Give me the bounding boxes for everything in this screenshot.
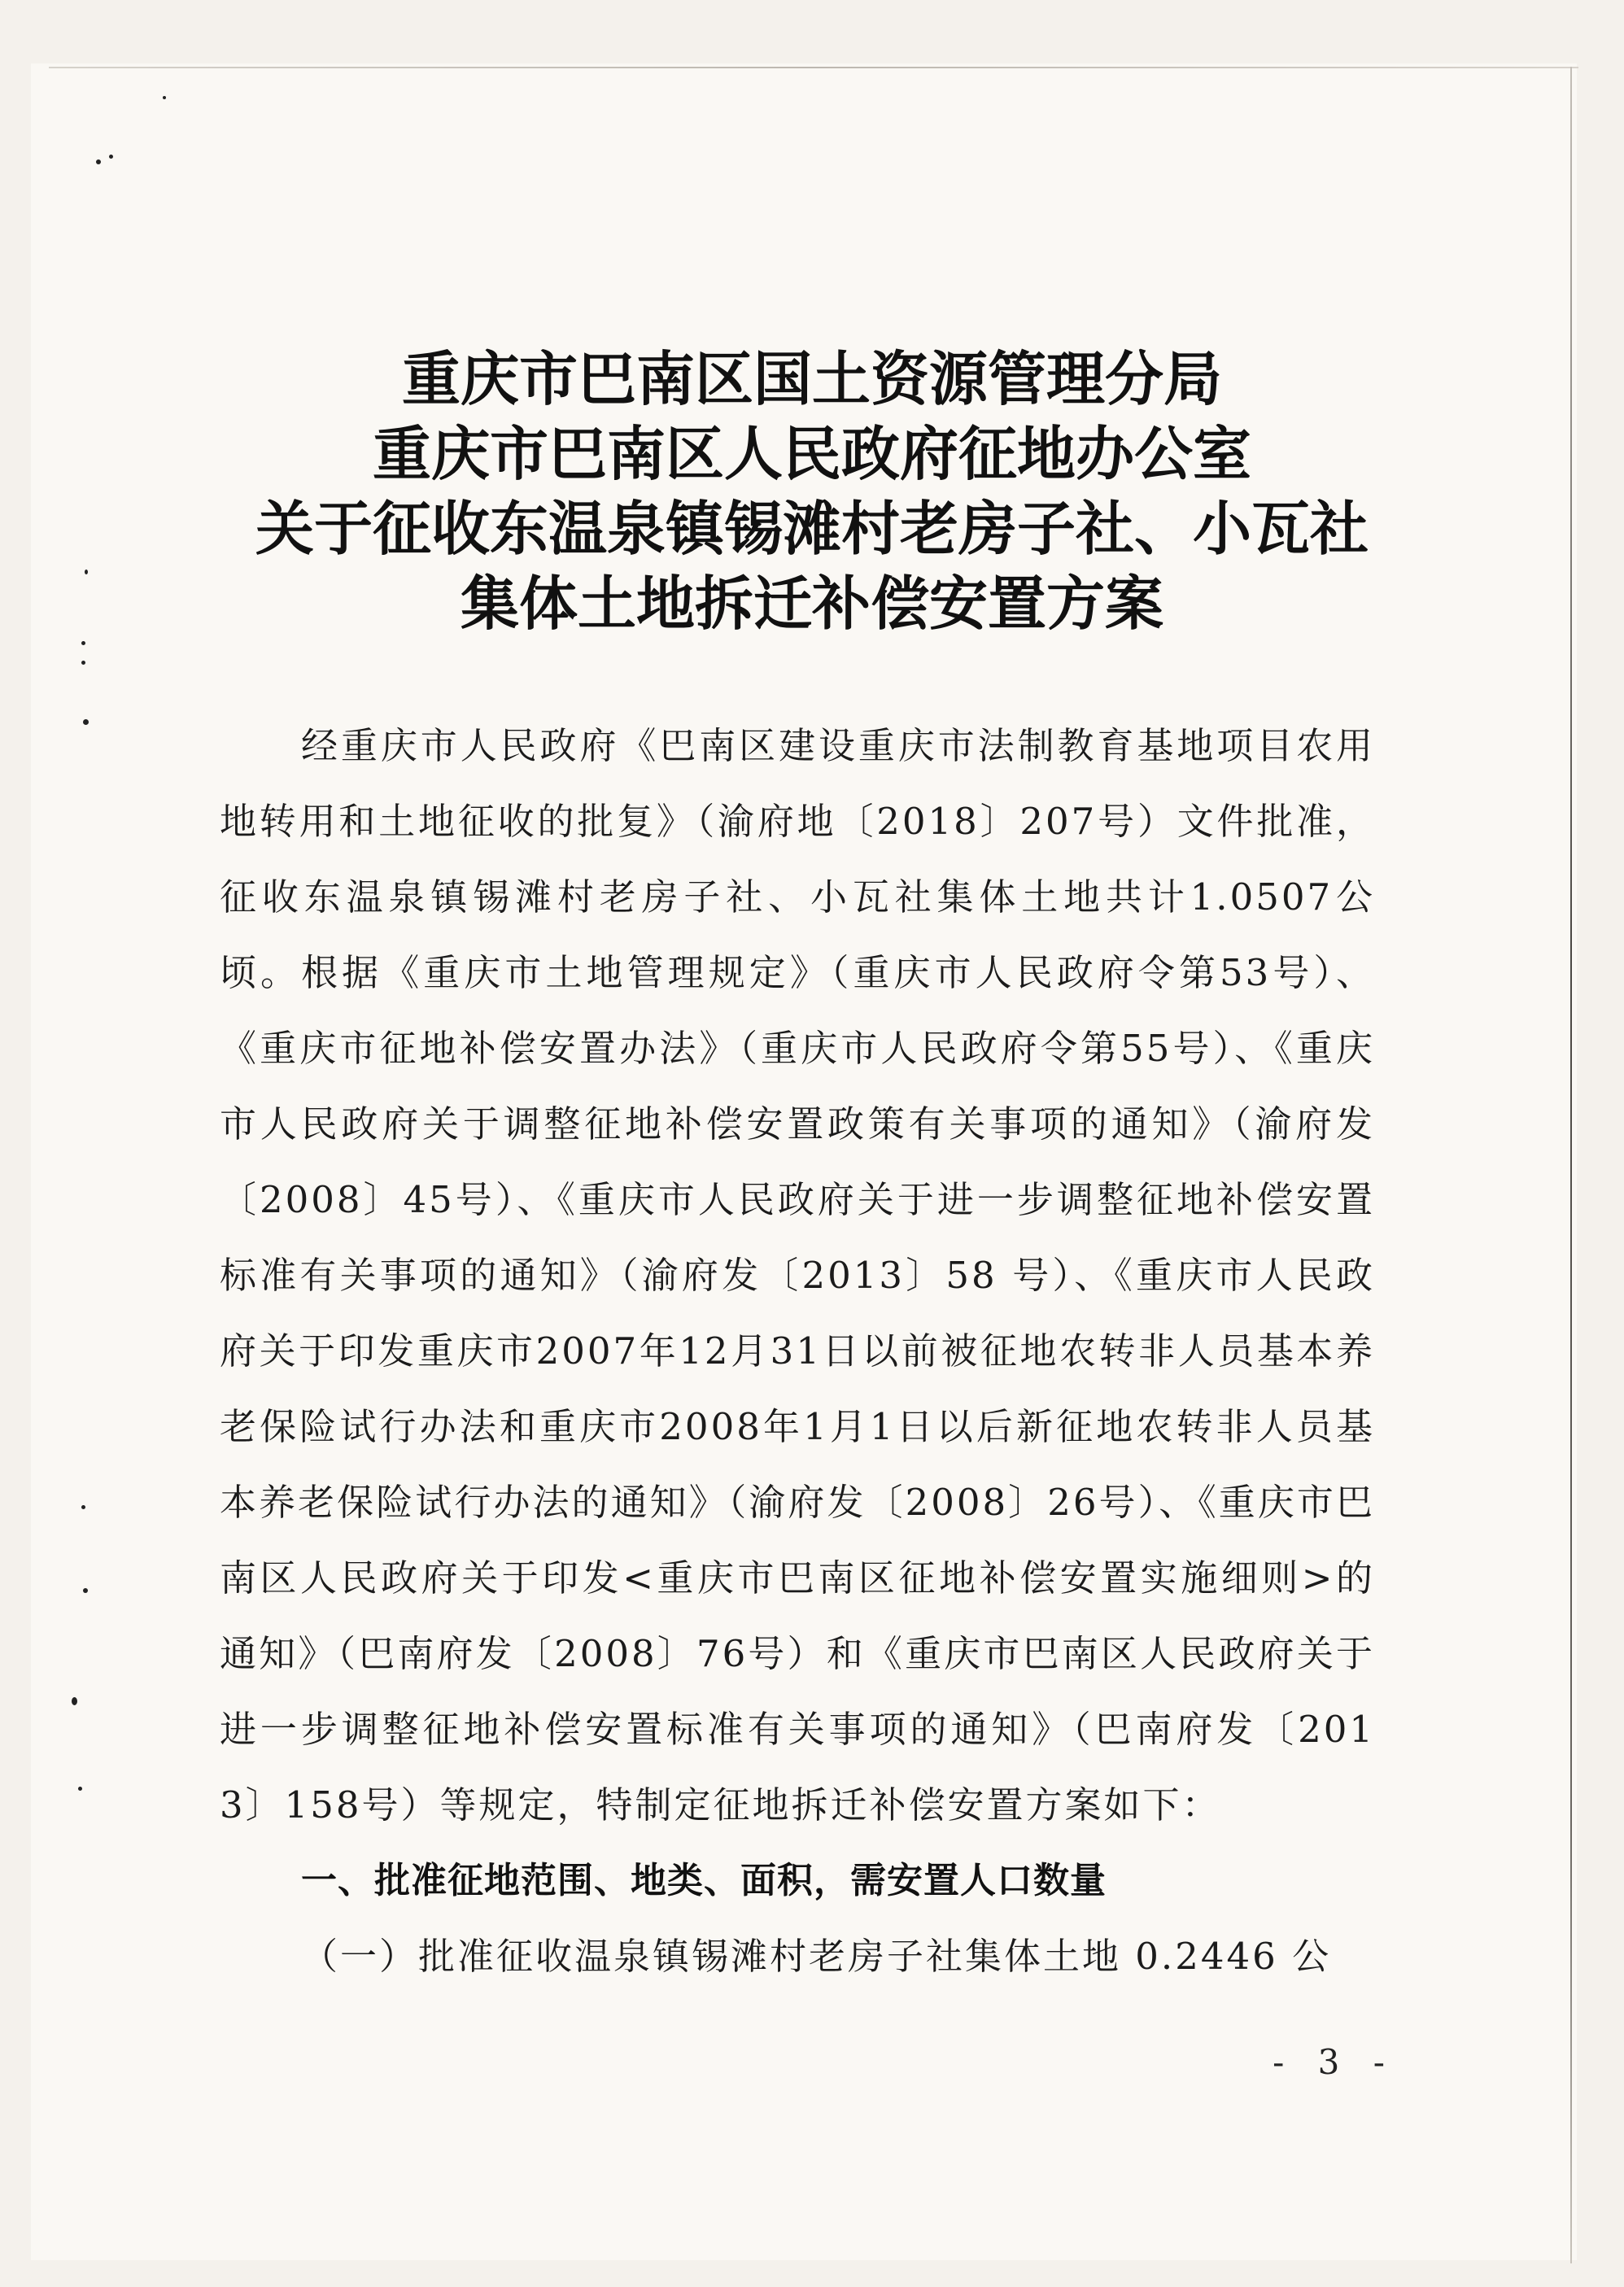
- title-line-3: 关于征收东温泉镇锡滩村老房子社、小瓦社: [255, 494, 1369, 563]
- document-body: [220, 708, 1375, 1994]
- title-line-2: 重庆市巴南区人民政府征地办公室: [372, 419, 1251, 488]
- scan-speck: [81, 1505, 85, 1509]
- title-line-1: 重庆市巴南区国土资源管理分局: [401, 344, 1222, 413]
- scan-speck: [163, 96, 166, 99]
- scan-speck: [72, 1697, 77, 1705]
- scan-speck: [83, 1588, 88, 1593]
- scan-speck: [83, 719, 89, 725]
- document-title: [0, 342, 1624, 641]
- scan-speck: [78, 1787, 82, 1791]
- scan-speck: [81, 661, 85, 665]
- section-heading-1: 一、批准征地范围、地类、面积，需安置人口数量: [301, 1860, 1107, 1901]
- scan-edge-top: [49, 67, 1578, 68]
- scan-speck: [96, 159, 101, 164]
- scan-speck: [109, 155, 113, 159]
- page-number: - 3 -: [1273, 2042, 1396, 2082]
- subsection-1-paragraph: （一）批准征收温泉镇锡滩村老房子社集体土地 0.2446 公: [301, 1935, 1332, 1978]
- scan-speck: [81, 641, 85, 645]
- intro-paragraph: 经重庆市人民政府《巴南区建设重庆市法制教育基地项目农用地转用和土地征收的批复》（渝府地〔2018〕207号）文件批准，征收东温泉镇锡滩村老房子社、小瓦社集体土地共计1.0507公顷。根据《重庆市土地管理规定》（重庆市人民政府令第53号）、《重庆市征地补偿安置办法》（重庆市人民政府令第55号）、《重庆市人民政府关于调整征地补偿安置政策有关事项的通知》（渝府发〔2008〕45号）、《重庆市人民政府关于进一步调整征地补偿安置标准有关事项的通知》（渝府发〔2013〕58 号）、《重庆市人民政府关于印发重庆市2007年12月31日以前被征地农转非人员基本养老保险试行办法和重庆市2008年1月1日以后新征地农转非人员基本养老保险试行办法的通知》（渝府发〔2008〕26号）、《重庆市巴南区人民政府关于印发<重庆市巴南区征地补偿安置实施细则>的通知》（巴南府发〔2008〕76号）和《重庆市巴南区人民政府关于进一步调整征地补偿安置标准有关事项的通知》（巴南府发〔2013〕158号）等规定，特制定征地拆迁补偿安置方案如下：: [220, 724, 1375, 1827]
- title-line-4: 集体土地拆迁补偿安置方案: [460, 569, 1163, 638]
